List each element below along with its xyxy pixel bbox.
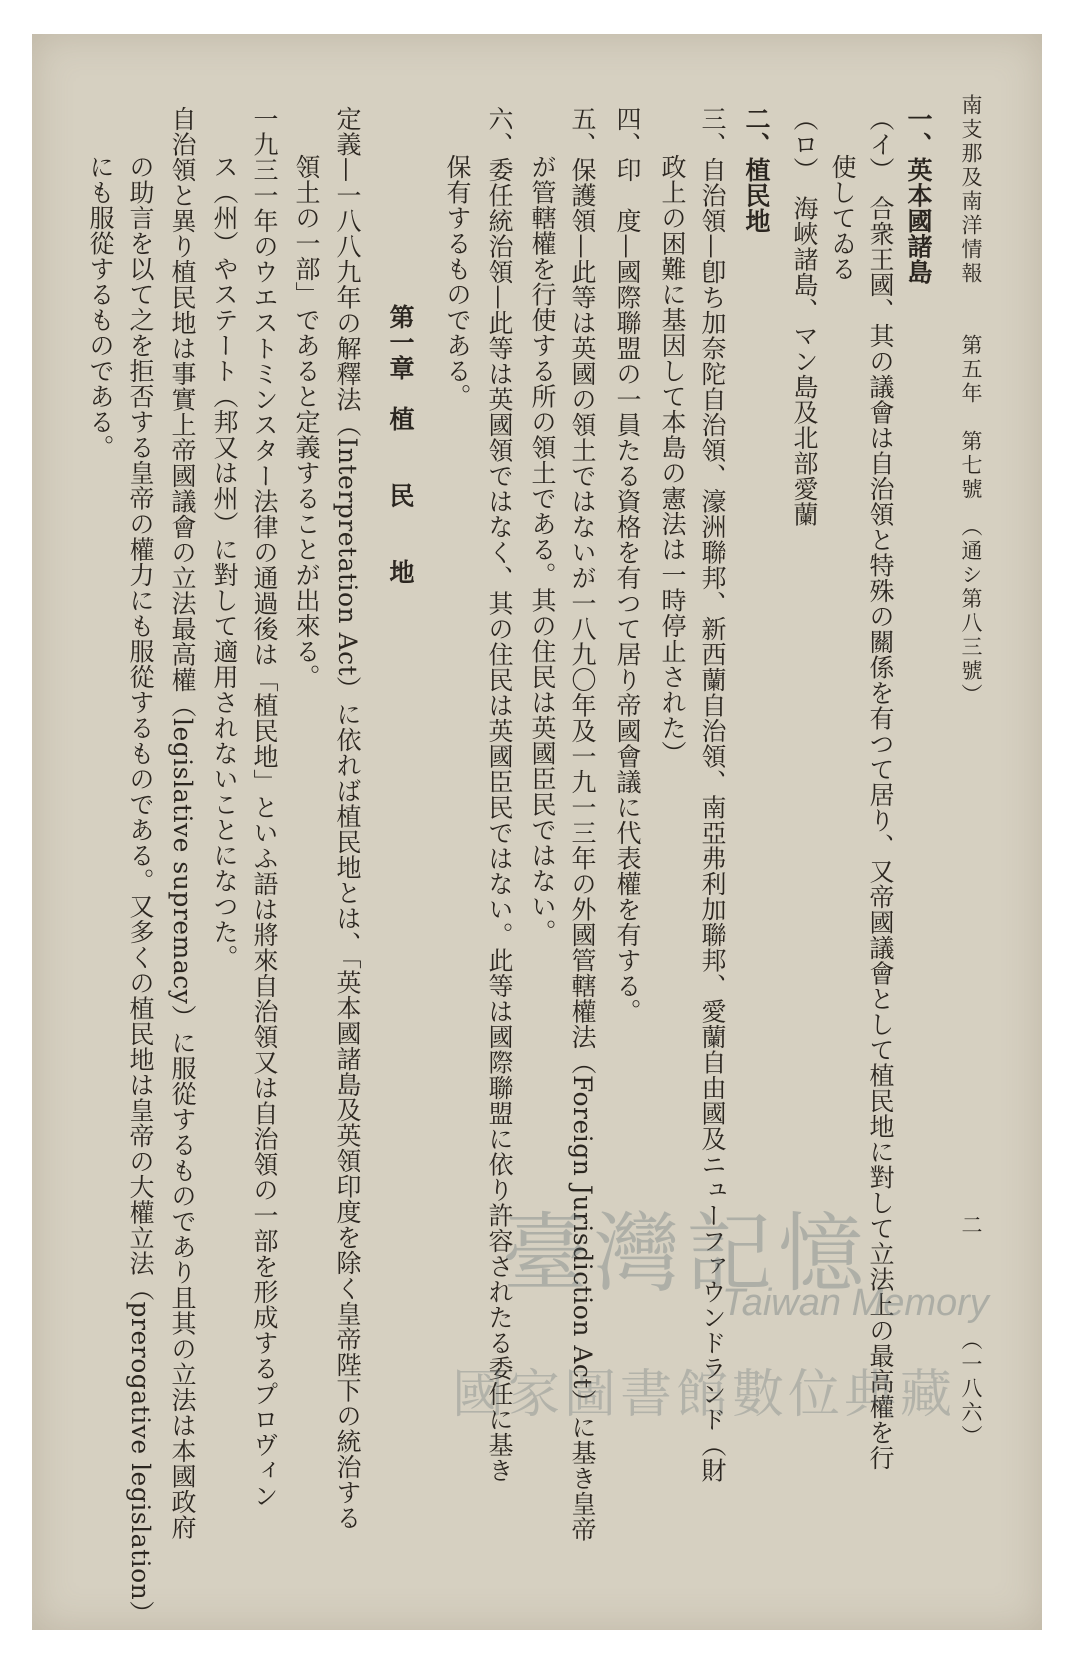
page-number: （一八六） [959,1329,983,1449]
text-column: の助言を以て之を拒否する皇帝の權力にも服從するものである。又多くの植民地は皇帝の大權立法（prerogative legislation） [126,154,155,1626]
text-column: 定義—一八八九年の解釋法（Interpretation Act）に依れば植民地とは、「英本國諸島及英領印度を除く皇帝陛下の統治する [333,106,362,1531]
text-column: （ロ） 海峽諸島、マン島及北部愛蘭 [790,106,819,527]
text-column: ス（州）やステート（邦又は州）に對して適用されないことになつた。 [210,154,239,970]
watermark-logo: 臺灣記憶 [502,1204,870,1304]
text-column: 四、印 度—國際聯盟の一員たる資格を有つて居り帝國會議に代表權を有する。 [613,106,642,1024]
page-number-kanji: 二 [959,1214,983,1238]
chapter-title: 第一章 植 民 地 [386,304,415,585]
text-column: 保有するものである。 [443,154,472,409]
text-column: 一九三一年のウエストミンスター法律の通過後は「植民地」といふ語は將來自治領又は自治領の一部を形成するプロヴィン [250,106,279,1509]
issue-info: 第五年 第七號 （通シ第八三號） [959,334,983,708]
section-heading-2: 二、植民地 [742,106,771,234]
document-page [32,34,1042,1630]
watermark-english: Taiwan Memory [722,1282,989,1324]
text-column: 政上の困難に基因して本島の憲法は一時停止された） [658,154,687,766]
text-column: 五、保護領—此等は英國の領土ではないが一八九〇年及一九一三年の外國管轄權法（Foreign Jurisdiction Act）に基き皇帝 [568,106,597,1542]
text-column: 自治領と異り植民地は事實上帝國議會の立法最高權（legislative supremacy）に服從するものであり且其の立法は本國政府 [168,106,197,1540]
text-column: 使してゐる [828,154,857,282]
text-column: 領土の一部」であると定義することが出來る。 [292,154,321,690]
text-column: （イ） 合衆王國、其の議會は自治領と特殊の關係を有つて居り、又帝國議會として植民地に對して立法上の最高權を行 [866,106,895,1471]
section-heading-1: 一、英本國諸島 [904,106,933,285]
journal-title: 南支那及南洋情報 [959,94,983,286]
text-column: 三、自治領—卽ち加奈陀自治領、濠洲聯邦、新西蘭自治領、南亞弗利加聯邦、愛蘭自由國及ニューファウンドランド（財 [698,106,727,1483]
text-column: にも服從するものである。 [86,154,115,460]
text-column: 六、委任統治領—此等は英國領ではなく、其の住民は英國臣民ではない。此等は國際聯盟に依り許容されたる委任に基き [485,106,514,1483]
text-column: が管轄權を行使する所の領土である。其の住民は英國臣民ではない。 [528,154,557,945]
watermark-subtitle: 國家圖書館數位典藏 [452,1365,957,1425]
